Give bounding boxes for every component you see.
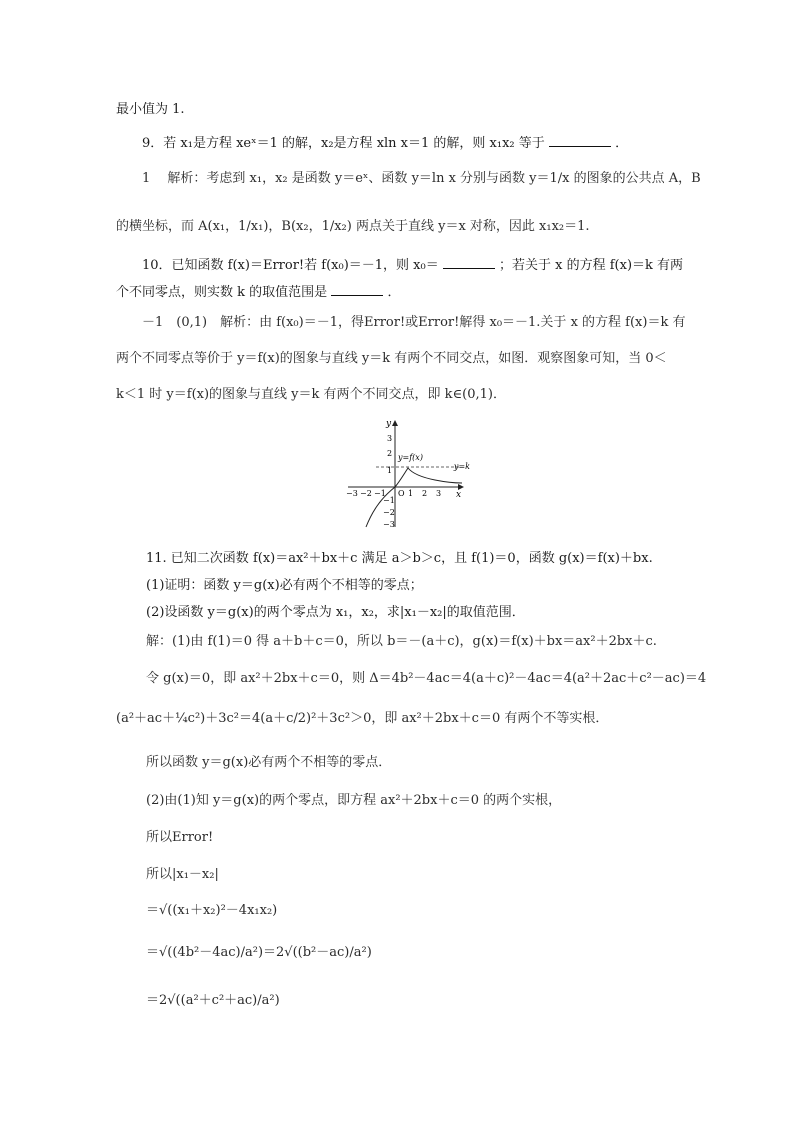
solution-line: ＝√((4b²－4ac)/a²)＝2√((b²－ac)/a²) xyxy=(146,945,372,960)
solution-line: 所以|x₁－x₂| xyxy=(146,867,219,882)
answer-blank xyxy=(331,283,383,296)
text-line: 最小值为 1. xyxy=(116,102,185,117)
solution-line: (2)由(1)知 y＝g(x)的两个零点，即方程 ax²＋2bx＋c＝0 的两个实根， xyxy=(146,793,562,808)
question-10-cont xyxy=(116,283,400,302)
solution-line: (a²＋ac＋¼c²)＋3c²＝4(a＋c/2)²＋3c²＞0，即 ax²＋2bx＋c＝0 有两个不等实根． xyxy=(116,711,609,726)
solution-line: 所以Error! xyxy=(146,830,214,845)
solution-line: ＝√((x₁＋x₂)²－4x₁x₂) xyxy=(146,903,278,918)
question-10-text: 10．已知函数 f(x)＝Error!若 f(x₀)＝－1，则 x₀＝ xyxy=(142,258,439,273)
y-axis-label: y xyxy=(386,419,392,429)
question-10-text-3: 个不同零点，则实数 k 的取值范围是 xyxy=(116,285,328,300)
x-tick-label: −3 xyxy=(346,489,358,498)
question-11-part-1: (1)证明：函数 y＝g(x)必有两个不相等的零点； xyxy=(146,578,423,593)
solution-line: 所以函数 y＝g(x)必有两个不相等的零点． xyxy=(146,755,392,770)
y-tick-label: −3 xyxy=(383,520,395,529)
x-tick-label: 2 xyxy=(422,489,428,498)
curve-label: y=f(x) xyxy=(398,453,423,462)
answer-blank xyxy=(443,256,495,269)
question-10-text-2: ；若关于 x 的方程 f(x)＝k 有两 xyxy=(499,258,684,273)
solution-line: ＝2√((a²＋c²＋ac)/a²) xyxy=(146,993,280,1008)
y-tick-label: 3 xyxy=(387,434,393,443)
y-tick-label: 2 xyxy=(387,449,393,458)
x-tick-label: −2 xyxy=(360,489,372,498)
y-tick-label: 1 xyxy=(387,466,393,475)
answer-9-analysis-cont: 的横坐标，而 A(x₁，1/x₁)，B(x₂，1/x₂) 两点关于直线 y＝x 对称，因此 x₁x₂＝1. xyxy=(116,219,590,234)
solution-line: 解：(1)由 f(1)＝0 得 a＋b＋c＝0，所以 b＝－(a＋c)，g(x)＝f(x)＋bx＝ax²＋2bx＋c. xyxy=(146,634,657,649)
solution-line: 令 g(x)＝0，即 ax²＋2bx＋c＝0，则 Δ＝4b²－4ac＝4(a＋c)²－4ac＝4(a²＋2ac＋c²－ac)＝4 xyxy=(146,671,707,686)
function-graph xyxy=(340,417,470,529)
answer-10-analysis: －1 (0,1) 解析：由 f(x₀)＝－1，得Error!或Error!解得 x₀＝－1.关于 x 的方程 f(x)＝k 有 xyxy=(142,315,686,330)
answer-9-analysis: 1 解析：考虑到 x₁，x₂ 是函数 y＝eˣ、函数 y＝ln x 分别与函数 y＝1/x 的图象的公共点 A，B xyxy=(142,171,701,186)
y-tick-label: −2 xyxy=(383,508,395,517)
answer-blank xyxy=(549,134,611,147)
question-9 xyxy=(142,134,628,153)
question-10-end: ． xyxy=(387,285,401,300)
line-label: y=k xyxy=(453,462,470,471)
question-11-part-2: (2)设函数 y＝g(x)的两个零点为 x₁，x₂，求|x₁－x₂|的取值范围． xyxy=(146,605,525,620)
question-10 xyxy=(142,256,683,275)
x-tick-label: 3 xyxy=(436,489,442,498)
y-axis-arrow xyxy=(392,420,398,426)
x-tick-label: −1 xyxy=(374,489,386,498)
answer-10-analysis-cont-2: k＜1 时 y＝f(x)的图象与直线 y＝k 有两个不同交点，即 k∈(0,1)． xyxy=(116,387,506,402)
question-9-end: ． xyxy=(615,136,629,151)
question-9-text: 9．若 x₁是方程 xeˣ＝1 的解，x₂是方程 xln x＝1 的解，则 x₁x₂ 等于 xyxy=(142,136,545,151)
origin-label: O xyxy=(398,489,405,498)
answer-10-analysis-cont: 两个不同零点等价于 y＝f(x)的图象与直线 y＝k 有两个不同交点，如图．观察图象可知，当 0＜ xyxy=(116,351,667,366)
x-axis-label: x xyxy=(456,490,462,500)
x-tick-label: 1 xyxy=(408,489,414,498)
y-tick-label: −1 xyxy=(383,496,395,505)
question-11: 11. 已知二次函数 f(x)＝ax²＋bx＋c 满足 a＞b＞c，且 f(1)＝0，函数 g(x)＝f(x)＋bx. xyxy=(146,551,653,566)
